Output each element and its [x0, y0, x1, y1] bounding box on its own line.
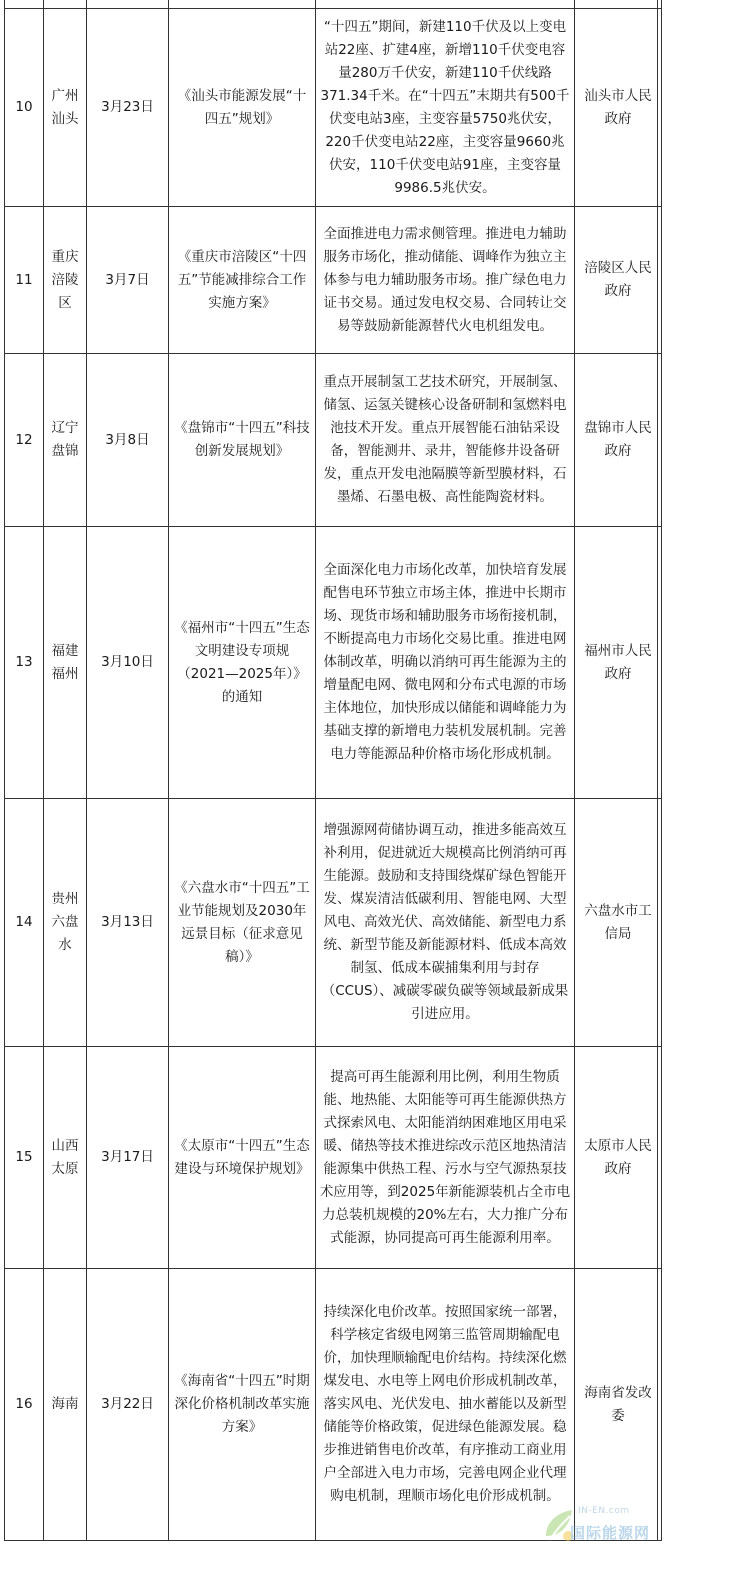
publisher-cell: 太原市人民政府	[575, 1047, 662, 1269]
publisher-cell: 六盘水市工信局	[575, 799, 662, 1047]
row-number: 14	[5, 799, 44, 1047]
page-border-line	[657, 0, 658, 1540]
row-number: 16	[5, 1269, 44, 1541]
date-cell	[87, 0, 169, 9]
row-number: 10	[5, 9, 44, 207]
date-cell: 3月22日	[87, 1269, 169, 1541]
document-cell: 《六盘水市“十四五”工业节能规划及2030年远景目标（征求意见稿）》	[169, 799, 316, 1047]
region-cell: 福建福州	[44, 527, 87, 799]
date-cell: 3月17日	[87, 1047, 169, 1269]
policy-table	[4, 0, 662, 1541]
publisher-cell: 涪陵区人民政府	[575, 207, 662, 354]
content-cell: 全面推进电力需求侧管理。推进电力辅助服务市场化，推动储能、调峰作为独立主体参与电力辅助服务市场。推广绿色电力证书交易。通过发电权交易、合同转让交易等鼓励新能源替代火电机组发电。	[316, 207, 575, 354]
watermark	[542, 1500, 662, 1552]
row-number: 11	[5, 207, 44, 354]
region-cell: 重庆涪陵区	[44, 207, 87, 354]
region-cell: 贵州六盘水	[44, 799, 87, 1047]
region-cell	[44, 0, 87, 9]
date-cell: 3月23日	[87, 9, 169, 207]
table-row	[5, 354, 662, 527]
publisher-cell: 海南省发改委	[575, 1269, 662, 1541]
publisher-cell	[575, 0, 662, 9]
table-row	[5, 207, 662, 354]
content-cell: 增强源网荷储协调互动，推进多能高效互补利用，促进就近大规模高比例消纳可再生能源。鼓励和支持围绕煤矿绿色智能开发、煤炭清洁低碳利用、智能电网、大型风电、高效光伏、高效储能、新型电力系统、新型节能及新能源材料、低成本高效制氢、低成本碳捕集利用与封存（CCUS）、减碳零碳负碳等领域最新成果引进应用。	[316, 799, 575, 1047]
content-cell: 全面深化电力市场化改革，加快培育发展配售电环节独立市场主体，推进中长期市场、现货市场和辅助服务市场衔接机制，不断提高电力市场化交易比重。推进电网体制改革，明确以消纳可再生能源为主的增量配电网、微电网和分布式电源的市场主体地位，加快形成以储能和调峰能力为基础支撑的新增电力装机发展机制。完善电力等能源品种价格市场化形成机制。	[316, 527, 575, 799]
date-cell: 3月13日	[87, 799, 169, 1047]
watermark-title: 国际能源网	[570, 1524, 651, 1542]
region-cell: 广州汕头	[44, 9, 87, 207]
content-cell: 提高可再生能源利用比例，利用生物质能、地热能、太阳能等可再生能源供热方式探索风电、太阳能消纳困难地区用电采暖、储热等技术推进综改示范区地热清洁能源集中供热工程、污水与空气源热泵技术应用等，到2025年新能源装机占全市电力总装机规模的20%左右，大力推广分布式能源，协同提高可再生能源利用率。	[316, 1047, 575, 1269]
publisher-cell: 汕头市人民政府	[575, 9, 662, 207]
region-cell: 海南	[44, 1269, 87, 1541]
row-number	[5, 0, 44, 9]
region-cell: 山西太原	[44, 1047, 87, 1269]
date-cell: 3月10日	[87, 527, 169, 799]
content-cell: 重点开展制氢工艺技术研究，开展制氢、储氢、运氢关键核心设备研制和氢燃料电池技术开发。重点开展智能石油钻采设备，智能测井、录井，智能修井设备研发，重点开发电池隔膜等新型膜材料，石墨烯、石墨电极、高性能陶瓷材料。	[316, 354, 575, 527]
document-cell: 《汕头市能源发展“十四五”规划》	[169, 9, 316, 207]
row-number: 15	[5, 1047, 44, 1269]
document-cell: 《太原市“十四五”生态建设与环境保护规划》	[169, 1047, 316, 1269]
document-cell: 《福州市“十四五”生态文明建设专项规（2021—2025年）》的通知	[169, 527, 316, 799]
date-cell: 3月8日	[87, 354, 169, 527]
row-number: 13	[5, 527, 44, 799]
content-cell: “十四五”期间，新建110千伏及以上变电站22座、扩建4座，新增110千伏变电容量280万千伏安，新建110千伏线路371.34千米。在“十四五”末期共有500千伏变电站3座，主变容量5750兆伏安，220千伏变电站22座，主变容量9660兆伏安，110千伏变电站91座，主变容量9986.5兆伏安。	[316, 9, 575, 207]
table-row	[5, 0, 662, 9]
document-cell	[169, 0, 316, 9]
table-row	[5, 1047, 662, 1269]
date-cell: 3月7日	[87, 207, 169, 354]
content-cell: 持续深化电价改革。按照国家统一部署，科学核定省级电网第三监管周期输配电价，加快理顺输配电价结构。持续深化燃煤发电、水电等上网电价形成机制改革，落实风电、光伏发电、抽水蓄能以及新型储能等价格政策，促进绿色能源发展。稳步推进销售电价改革，有序推动工商业用户全部进入电力市场，完善电网企业代理购电机制，理顺市场化电价形成机制。	[316, 1269, 575, 1541]
table-row	[5, 527, 662, 799]
document-cell: 《海南省“十四五”时期深化价格机制改革实施方案》	[169, 1269, 316, 1541]
document-cell: 《重庆市涪陵区“十四五”节能减排综合工作实施方案》	[169, 207, 316, 354]
watermark-subtitle: IN-EN.com	[578, 1506, 630, 1516]
document-cell: 《盘锦市“十四五”科技创新发展规划》	[169, 354, 316, 527]
region-cell: 辽宁盘锦	[44, 354, 87, 527]
publisher-cell: 福州市人民政府	[575, 527, 662, 799]
table-row	[5, 799, 662, 1047]
publisher-cell: 盘锦市人民政府	[575, 354, 662, 527]
table-row	[5, 9, 662, 207]
content-cell	[316, 0, 575, 9]
row-number: 12	[5, 354, 44, 527]
